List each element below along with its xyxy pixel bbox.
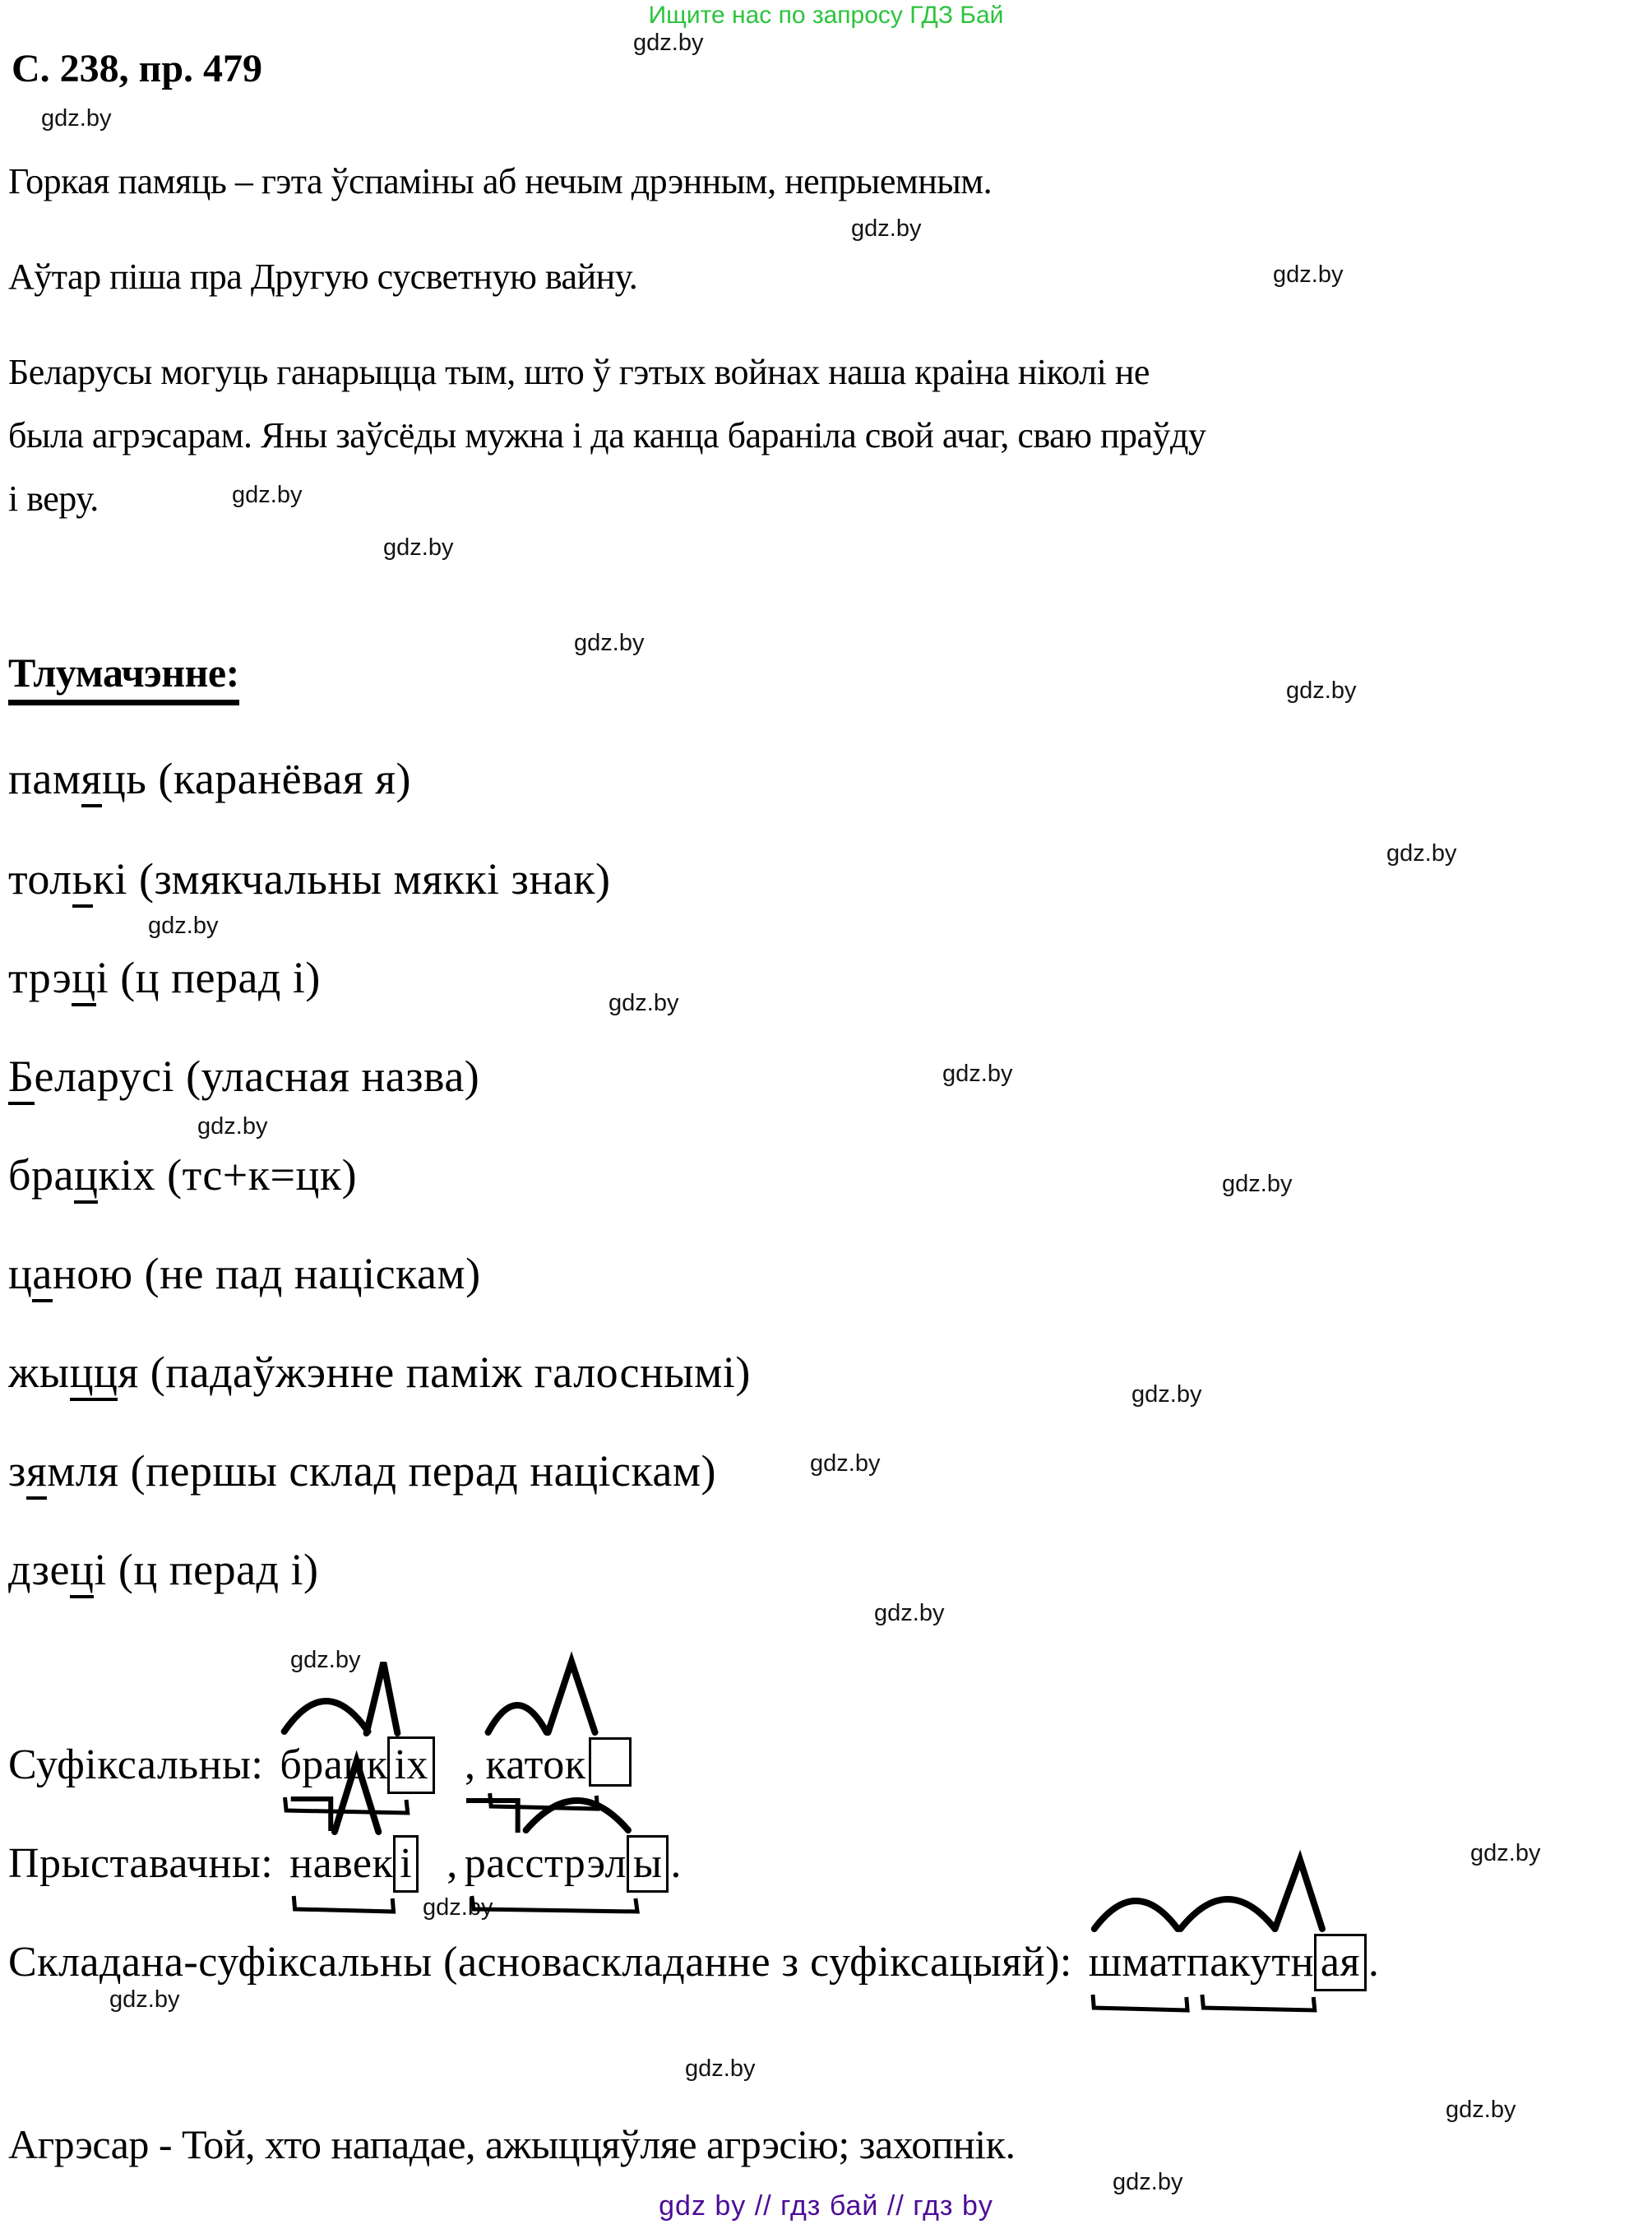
gdz-watermark: gdz.by [810,1450,881,1477]
underlined-letter: а [32,1249,52,1302]
paragraph-3-line-2: была агрэсарам. Яны заўсёды мужна і да канца бараніла свой ачаг, сваю праўду [8,415,1206,455]
ending-box: іх [387,1736,434,1794]
promo-banner-bottom: gdz by // гдз бай // гдз by [659,2190,993,2222]
paragraph-3-line-1: Беларусы могуць ганарыцца тым, што ў гэтых войнах наша краіна ніколі не [8,352,1150,392]
gdz-watermark: gdz.by [1446,2097,1516,2123]
gdz-watermark: gdz.by [1286,677,1357,704]
underlined-letter: я [26,1446,47,1500]
gdz-watermark: gdz.by [423,1894,493,1921]
gdz-watermark: gdz.by [197,1113,268,1140]
explanation-item-pamyats: памяць (каранёвая я) [8,753,411,804]
explanation-item-tolki: толькі (змякчальны мяккі знак) [8,853,610,904]
gdz-watermark: gdz.by [232,482,303,508]
underlined-letter: ь [72,854,93,908]
stem-bracket [1089,1993,1192,2014]
suffixal-line: Суфіксальны: брацк іх , каток [8,1736,632,1794]
gdz-watermark: gdz.by [1273,261,1344,288]
aggressor-definition: Агрэсар - Той, хто нападае, ажыццяўляе агрэсію; захопнік. [8,2121,1016,2167]
gdz-watermark: gdz.by [851,215,922,242]
prefixal-line: Прыставачны: навек і , расстрэл ы . [8,1835,682,1893]
gdz-watermark: gdz.by [148,913,219,939]
gdz-watermark: gdz.by [290,1647,361,1673]
explanation-item-zhytstsya: жыцця (падаўжэнне паміж галоснымі) [8,1347,751,1398]
gdz-watermark: gdz.by [633,30,704,56]
gdz-watermark: gdz.by [41,105,112,132]
word-shmatpakutnaya: шматпакутн ая [1089,1934,1367,1991]
word-rasstrely: расстрэл ы [465,1835,669,1893]
promo-banner-top: Ищите нас по запросу ГДЗ Бай [648,2,1004,29]
word-katok: каток [485,1737,632,1790]
gdz-watermark: gdz.by [1222,1171,1293,1197]
explanation-item-zyamlya: зямля (першы склад перад націскам) [8,1445,716,1496]
gdz-watermark: gdz.by [109,1986,180,2013]
gdz-watermark: gdz.by [1470,1840,1541,1866]
word-naveki: навек і [289,1835,419,1893]
underlined-letter: цц [70,1348,118,1401]
explanation-item-tsanoyu: цаною (не пад націскам) [8,1248,481,1299]
explanation-item-belarusi: Беларусі (уласная назва) [8,1051,479,1102]
explanation-item-tretsi: трэці (ц перад і) [8,952,321,1003]
root-arc-and-suffix-caret-marks [485,1660,632,1737]
compound-suffixal-line: Складана-суфіксальны (асноваскладанне з суфіксацыяй): шматпакутн ая . [8,1934,1379,1991]
underlined-letter: ц [74,1150,98,1204]
gdz-watermark: gdz.by [383,534,454,561]
paragraph-1: Горкая памяць – гэта ўспаміны аб нечым дрэнным, непрыемным. [8,161,993,201]
explanation-item-dzetsi: дзеці (ц перад і) [8,1544,319,1595]
stem-bracket [289,1894,398,1916]
underlined-letter: ц [70,1545,94,1598]
explanation-heading [8,650,239,705]
explanation-item-bratskih: брацкіх (тс+к=цк) [8,1149,357,1200]
compound-label: Складана-суфіксальны (асноваскладанне з суфіксацыяй): [8,1939,1072,1986]
ending-box: ы [627,1835,669,1893]
stem-bracket [465,1894,645,1916]
ending-box: і [393,1835,419,1893]
gdz-watermark: gdz.by [942,1061,1013,1087]
gdz-watermark: gdz.by [609,990,679,1016]
root-arc-and-suffix-caret-marks [280,1659,435,1736]
gdz-watermark: gdz.by [1131,1381,1202,1408]
prefix-bar-and-root-caret-marks [289,1758,419,1835]
paragraph-3-line-3: і веру. [8,479,99,519]
gdz-watermark: gdz.by [874,1600,945,1626]
gdz-watermark: gdz.by [1386,840,1457,867]
underlined-letter: я [81,754,102,807]
prefixal-label: Прыставачны: [8,1840,274,1887]
underlined-letter: ц [72,953,95,1006]
prefix-bar-and-root-arc-marks [465,1758,669,1835]
stem-bracket [1197,1993,1320,2014]
underlined-letter: Б [8,1052,35,1105]
suffixal-label: Суфіксальны: [8,1741,264,1788]
word-bratskih: брацк іх [280,1736,435,1794]
explanation-heading-text: Тлумачэнне: [8,650,239,705]
paragraph-2: Аўтар піша пра Другую сусветную вайну. [8,257,638,297]
gdz-watermark: gdz.by [574,630,645,656]
gdz-watermark: gdz.by [1113,2169,1183,2195]
gdz-watermark: gdz.by [685,2055,756,2082]
two-root-arcs-and-suffix-caret-marks [1089,1857,1367,1934]
ending-box: ая [1314,1934,1367,1991]
page-title: С. 238, пр. 479 [12,47,263,90]
